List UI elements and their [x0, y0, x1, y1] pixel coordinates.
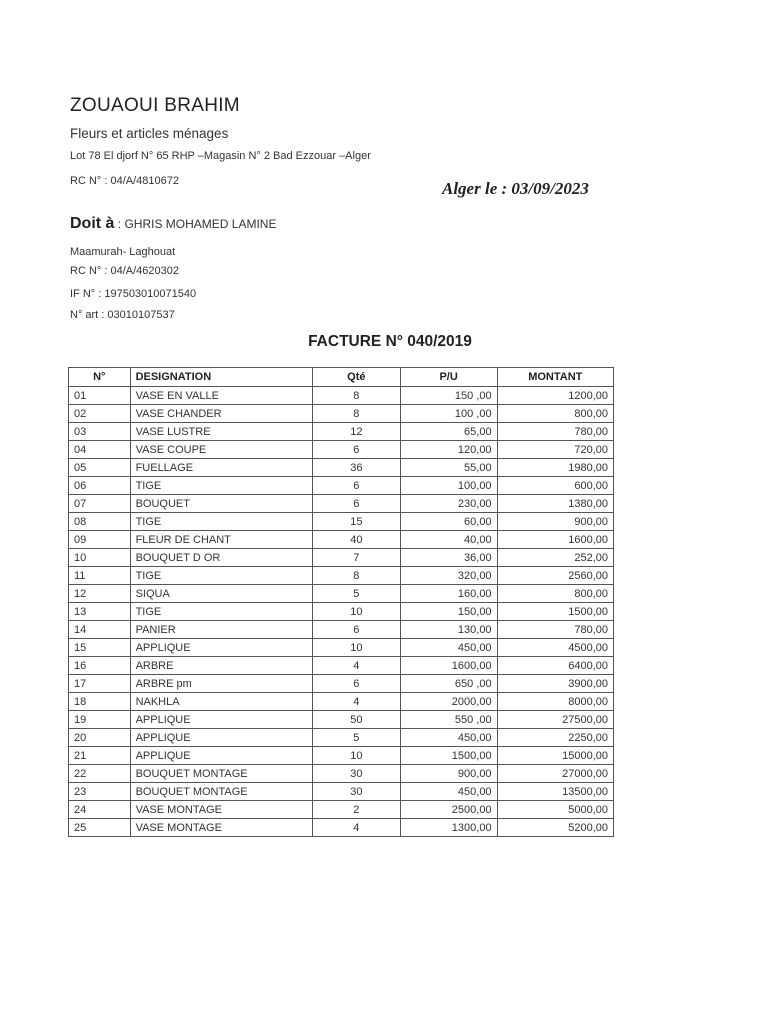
client-rc: RC N° : 04/A/4620302 [70, 265, 179, 277]
cell-amount: 720,00 [497, 441, 613, 459]
cell-unit-price: 120,00 [400, 441, 497, 459]
cell-designation: ARBRE [130, 657, 312, 675]
cell-unit-price: 100 ,00 [400, 405, 497, 423]
cell-quantity: 6 [312, 495, 400, 513]
table-row [69, 495, 614, 513]
cell-designation: BOUQUET D OR [130, 549, 312, 567]
cell-designation: TIGE [130, 567, 312, 585]
cell-unit-price: 65,00 [400, 423, 497, 441]
cell-amount: 27000,00 [497, 765, 613, 783]
doit-label: Doit à [70, 215, 115, 232]
table-row [69, 747, 614, 765]
cell-amount: 600,00 [497, 477, 613, 495]
cell-designation: TIGE [130, 477, 312, 495]
cell-number: 08 [69, 513, 131, 531]
seller-activity: Fleurs et articles ménages [70, 126, 229, 141]
cell-number: 02 [69, 405, 131, 423]
cell-designation: TIGE [130, 513, 312, 531]
cell-quantity: 12 [312, 423, 400, 441]
table-row [69, 549, 614, 567]
cell-designation: PANIER [130, 621, 312, 639]
cell-unit-price: 1600,00 [400, 657, 497, 675]
cell-amount: 6400,00 [497, 657, 613, 675]
cell-unit-price: 55,00 [400, 459, 497, 477]
cell-amount: 27500,00 [497, 711, 613, 729]
cell-number: 11 [69, 567, 131, 585]
cell-amount: 5200,00 [497, 819, 613, 837]
seller-name: ZOUAOUI BRAHIM [70, 95, 240, 116]
cell-quantity: 10 [312, 603, 400, 621]
client-if: IF N° : 197503010071540 [70, 288, 197, 300]
cell-unit-price: 450,00 [400, 783, 497, 801]
table-row [69, 801, 614, 819]
cell-designation: VASE COUPE [130, 441, 312, 459]
cell-number: 10 [69, 549, 131, 567]
cell-designation: VASE LUSTRE [130, 423, 312, 441]
cell-number: 20 [69, 729, 131, 747]
cell-quantity: 30 [312, 783, 400, 801]
table-row [69, 621, 614, 639]
cell-amount: 8000,00 [497, 693, 613, 711]
cell-unit-price: 160,00 [400, 585, 497, 603]
cell-amount: 780,00 [497, 423, 613, 441]
cell-quantity: 8 [312, 567, 400, 585]
header-designation: DESIGNATION [130, 368, 312, 387]
cell-quantity: 6 [312, 675, 400, 693]
cell-number: 03 [69, 423, 131, 441]
cell-unit-price: 130,00 [400, 621, 497, 639]
cell-amount: 1600,00 [497, 531, 613, 549]
cell-number: 07 [69, 495, 131, 513]
header-unit-price: P/U [400, 368, 497, 387]
cell-designation: APPLIQUE [130, 711, 312, 729]
items-table [68, 367, 614, 837]
cell-number: 24 [69, 801, 131, 819]
table-row [69, 783, 614, 801]
items-table-body [69, 387, 614, 837]
invoice-date: Alger le : 03/09/2023 [442, 179, 589, 198]
cell-unit-price: 450,00 [400, 639, 497, 657]
cell-unit-price: 2500,00 [400, 801, 497, 819]
cell-quantity: 7 [312, 549, 400, 567]
cell-number: 23 [69, 783, 131, 801]
table-header-row [69, 368, 614, 387]
cell-quantity: 30 [312, 765, 400, 783]
cell-amount: 2560,00 [497, 567, 613, 585]
cell-designation: APPLIQUE [130, 639, 312, 657]
cell-designation: BOUQUET MONTAGE [130, 783, 312, 801]
cell-amount: 15000,00 [497, 747, 613, 765]
cell-unit-price: 230,00 [400, 495, 497, 513]
header-amount: MONTANT [497, 368, 613, 387]
cell-designation: TIGE [130, 603, 312, 621]
cell-number: 14 [69, 621, 131, 639]
invoice-title: FACTURE N° 040/2019 [308, 333, 472, 350]
table-row [69, 675, 614, 693]
header-quantity: Qté [312, 368, 400, 387]
cell-designation: FUELLAGE [130, 459, 312, 477]
table-row [69, 441, 614, 459]
cell-amount: 1200,00 [497, 387, 613, 405]
cell-amount: 2250,00 [497, 729, 613, 747]
cell-amount: 1980,00 [497, 459, 613, 477]
cell-number: 06 [69, 477, 131, 495]
cell-quantity: 6 [312, 621, 400, 639]
cell-amount: 4500,00 [497, 639, 613, 657]
table-row [69, 387, 614, 405]
cell-designation: APPLIQUE [130, 729, 312, 747]
cell-designation: VASE MONTAGE [130, 819, 312, 837]
cell-quantity: 5 [312, 585, 400, 603]
cell-amount: 5000,00 [497, 801, 613, 819]
cell-amount: 13500,00 [497, 783, 613, 801]
table-row [69, 423, 614, 441]
table-row [69, 531, 614, 549]
cell-amount: 800,00 [497, 405, 613, 423]
table-row [69, 639, 614, 657]
client-header [70, 215, 276, 233]
cell-number: 01 [69, 387, 131, 405]
table-row [69, 567, 614, 585]
table-row [69, 603, 614, 621]
cell-quantity: 8 [312, 405, 400, 423]
table-row [69, 711, 614, 729]
header-number: N° [69, 368, 131, 387]
cell-unit-price: 100,00 [400, 477, 497, 495]
table-row [69, 513, 614, 531]
cell-unit-price: 36,00 [400, 549, 497, 567]
cell-number: 09 [69, 531, 131, 549]
cell-number: 22 [69, 765, 131, 783]
cell-number: 12 [69, 585, 131, 603]
cell-designation: VASE CHANDER [130, 405, 312, 423]
client-art: N° art : 03010107537 [70, 309, 175, 321]
cell-unit-price: 60,00 [400, 513, 497, 531]
cell-unit-price: 320,00 [400, 567, 497, 585]
table-row [69, 819, 614, 837]
cell-quantity: 6 [312, 441, 400, 459]
cell-designation: BOUQUET [130, 495, 312, 513]
table-row [69, 693, 614, 711]
cell-unit-price: 150,00 [400, 603, 497, 621]
cell-designation: FLEUR DE CHANT [130, 531, 312, 549]
cell-quantity: 10 [312, 639, 400, 657]
cell-amount: 1380,00 [497, 495, 613, 513]
cell-number: 16 [69, 657, 131, 675]
cell-number: 17 [69, 675, 131, 693]
table-row [69, 405, 614, 423]
cell-designation: SIQUA [130, 585, 312, 603]
cell-amount: 252,00 [497, 549, 613, 567]
cell-quantity: 40 [312, 531, 400, 549]
cell-number: 05 [69, 459, 131, 477]
cell-amount: 800,00 [497, 585, 613, 603]
seller-rc: RC N° : 04/A/4810672 [70, 175, 179, 187]
cell-unit-price: 450,00 [400, 729, 497, 747]
cell-designation: BOUQUET MONTAGE [130, 765, 312, 783]
cell-quantity: 2 [312, 801, 400, 819]
cell-quantity: 50 [312, 711, 400, 729]
cell-amount: 780,00 [497, 621, 613, 639]
table-row [69, 585, 614, 603]
cell-amount: 1500,00 [497, 603, 613, 621]
cell-quantity: 15 [312, 513, 400, 531]
cell-designation: NAKHLA [130, 693, 312, 711]
table-row [69, 729, 614, 747]
cell-unit-price: 40,00 [400, 531, 497, 549]
cell-designation: ARBRE pm [130, 675, 312, 693]
cell-quantity: 5 [312, 729, 400, 747]
cell-quantity: 4 [312, 657, 400, 675]
cell-amount: 3900,00 [497, 675, 613, 693]
cell-quantity: 4 [312, 693, 400, 711]
cell-designation: VASE EN VALLE [130, 387, 312, 405]
cell-unit-price: 900,00 [400, 765, 497, 783]
cell-unit-price: 1300,00 [400, 819, 497, 837]
cell-number: 18 [69, 693, 131, 711]
table-row [69, 459, 614, 477]
cell-number: 19 [69, 711, 131, 729]
cell-number: 13 [69, 603, 131, 621]
table-row [69, 765, 614, 783]
cell-unit-price: 550 ,00 [400, 711, 497, 729]
table-row [69, 657, 614, 675]
cell-amount: 900,00 [497, 513, 613, 531]
cell-number: 04 [69, 441, 131, 459]
cell-quantity: 8 [312, 387, 400, 405]
cell-unit-price: 150 ,00 [400, 387, 497, 405]
seller-address: Lot 78 El djorf N° 65 RHP –Magasin N° 2 Bad Ezzouar –Alger [70, 150, 371, 162]
cell-designation: VASE MONTAGE [130, 801, 312, 819]
cell-unit-price: 1500,00 [400, 747, 497, 765]
client-address: Maamurah- Laghouat [70, 246, 176, 258]
cell-quantity: 36 [312, 459, 400, 477]
table-row [69, 477, 614, 495]
cell-unit-price: 2000,00 [400, 693, 497, 711]
cell-quantity: 10 [312, 747, 400, 765]
cell-designation: APPLIQUE [130, 747, 312, 765]
cell-quantity: 6 [312, 477, 400, 495]
cell-unit-price: 650 ,00 [400, 675, 497, 693]
client-name: : GHRIS MOHAMED LAMINE [114, 217, 277, 231]
cell-quantity: 4 [312, 819, 400, 837]
cell-number: 25 [69, 819, 131, 837]
cell-number: 21 [69, 747, 131, 765]
cell-number: 15 [69, 639, 131, 657]
